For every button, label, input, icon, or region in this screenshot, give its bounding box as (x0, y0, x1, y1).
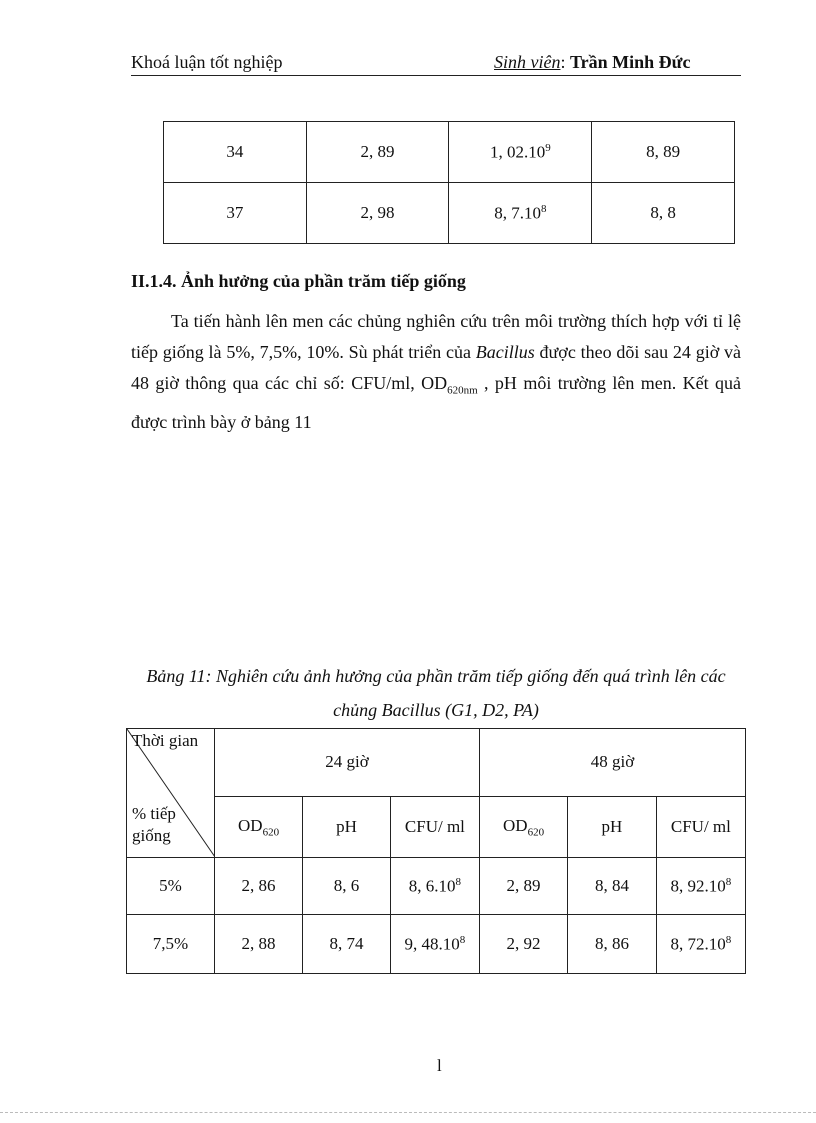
col-header-ph: pH (303, 796, 391, 857)
table-subheader-row (127, 796, 746, 857)
caption-line-1: Bảng 11: Nghiên cứu ảnh hưởng của phần trăm tiếp giống đến quá trình lên các (146, 666, 726, 686)
header-author (494, 52, 690, 73)
diag-label-percent: % tiếp giống (132, 804, 176, 845)
table-cell: 2, 92 (479, 915, 567, 974)
diagonal-header-cell (127, 729, 215, 858)
table-caption (126, 659, 746, 727)
table-row (127, 915, 746, 974)
section-paragraph (131, 306, 741, 438)
para-text-a: Ta tiến hành lên men các chủng nghiên cứu trên môi trường thích hợp với tỉ lệ tiếp giống là 5%, 7,5%, 10%. Sù phát triển của (131, 311, 741, 362)
table-row (127, 858, 746, 915)
table-cell: 8, 74 (303, 915, 391, 974)
group-header-24h: 24 giờ (215, 729, 480, 797)
table-cell: 2, 86 (215, 858, 303, 915)
header-title: Khoá luận tốt nghiệp (131, 52, 283, 72)
table-cell: 8, 6 (303, 858, 391, 915)
table-cell: 8, 84 (568, 858, 657, 915)
author-name: Trần Minh Đức (570, 52, 691, 72)
col-header-ph: pH (568, 796, 657, 857)
cell-value: 8, 7.10 (494, 203, 541, 223)
section-heading: II.1.4. Ảnh hưởng của phần trăm tiếp giống (131, 271, 466, 291)
col-header-od: $OD_{620}$ (215, 796, 303, 857)
page-number: l (437, 1056, 442, 1075)
diag-label-time: Thời gian (132, 731, 199, 750)
table-row (164, 122, 735, 183)
col-header-cfu: CFU/ ml (390, 796, 479, 857)
table-cell: 34 (164, 122, 307, 183)
para-italic: Bacillus (475, 342, 535, 362)
table-cell: 2, 89 (479, 858, 567, 915)
table-cell: 8, 6.10$^8$ (390, 858, 479, 915)
para-subscript: 620nm (447, 384, 478, 397)
results-table (126, 728, 746, 974)
cell-exponent: 9 (545, 141, 551, 154)
cell-exponent: 8 (540, 202, 547, 215)
author-label: Sinh viên (494, 52, 561, 72)
table-cell: 8, 86 (568, 915, 657, 974)
row-label: 7,5% (127, 915, 215, 974)
table-cell (449, 183, 592, 244)
table-row (164, 183, 735, 244)
col-header-od: $OD_{620}$ (479, 796, 567, 857)
table-cell: 8, 72.10$^8$ (656, 915, 745, 974)
table-cell: 37 (164, 183, 307, 244)
para-text-c: , pH môi trường lên men. Kết quả được trình bày ở bảng 11 (131, 373, 741, 432)
group-header-48h: 48 giờ (479, 729, 745, 797)
cell-value: 1, 02.10 (489, 142, 546, 162)
table-cell: 2, 88 (215, 915, 303, 974)
continued-table (163, 121, 735, 244)
table-header-row (127, 729, 746, 797)
table-cell: 2, 98 (306, 183, 449, 244)
row-label: 5% (127, 858, 215, 915)
header-divider (131, 75, 741, 76)
table-cell: 8, 8 (592, 183, 735, 244)
page-edge-divider (0, 1112, 816, 1113)
col-header-cfu: CFU/ ml (656, 796, 745, 857)
table-cell: 8, 92.10$^8$ (656, 858, 745, 915)
table-cell (449, 122, 592, 183)
para-text-b: được theo dõi sau 24 giờ và 48 giờ thông qua các chỉ số: CFU/ml, OD (131, 342, 741, 393)
table-cell: 8, 89 (592, 122, 735, 183)
table-cell: 2, 89 (306, 122, 449, 183)
caption-line-2: chủng Bacillus (G1, D2, PA) (333, 700, 539, 720)
table-cell: 9, 48.10$^8$ (390, 915, 479, 974)
author-colon: : (560, 52, 570, 72)
